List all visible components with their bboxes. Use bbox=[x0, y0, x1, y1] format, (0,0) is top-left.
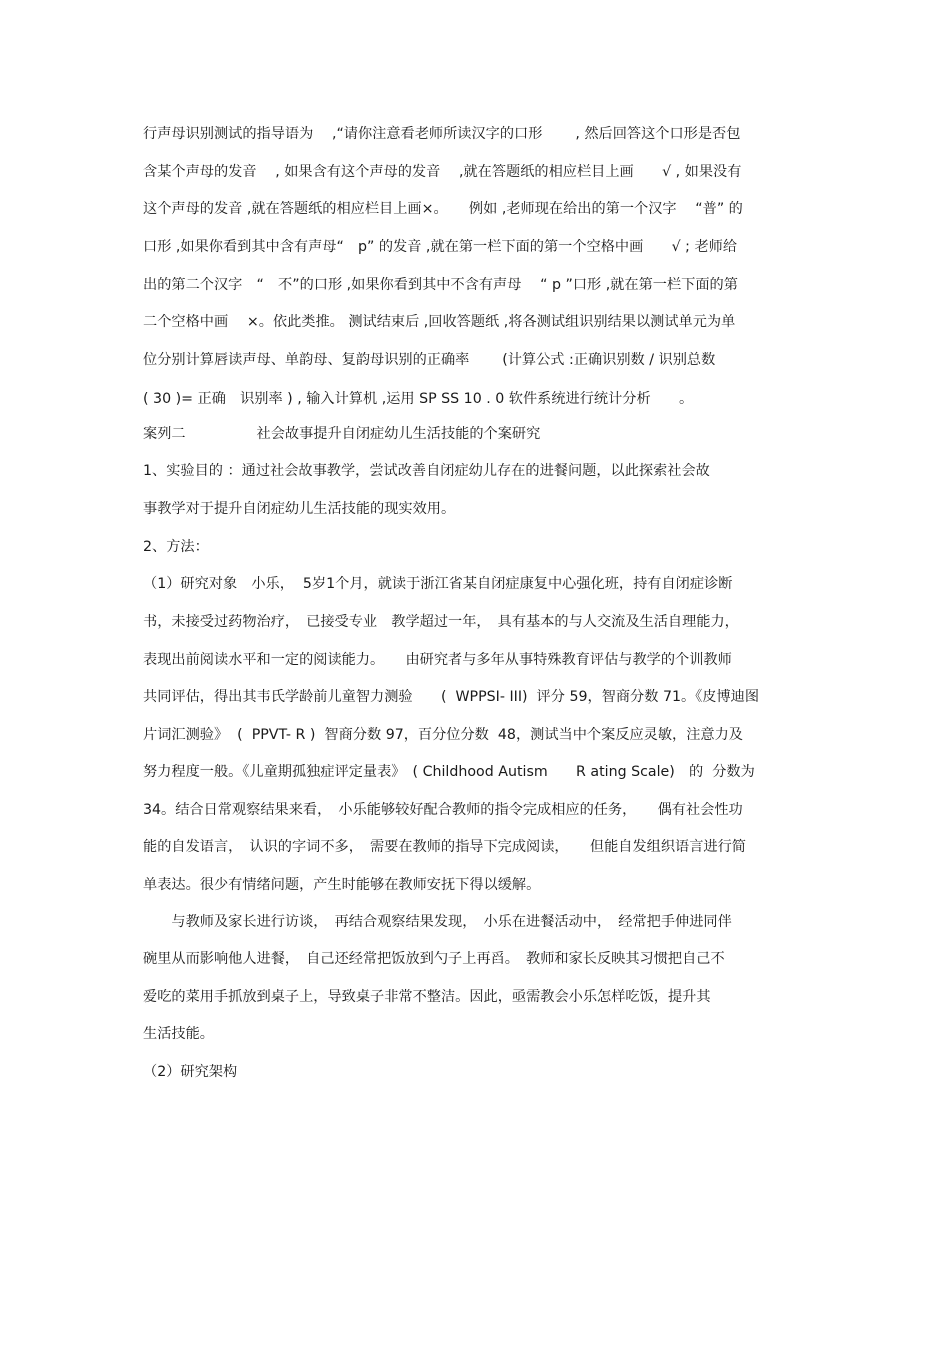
text-line: 共同评估，得出其韦氏学龄前儿童智力测验 ( WPPSI- III) 评分 59，智商分数 71。《皮博迪图 bbox=[143, 689, 760, 705]
section-heading: 案列二 社会故事提升自闭症幼儿生活技能的个案研究 bbox=[143, 426, 541, 442]
text-line: （1）研究对象 小乐， 5岁1个月，就读于浙江省某自闭症康复中心强化班，持有自闭症诊断 bbox=[143, 576, 733, 592]
text-line: 片词汇测验》 ( PPVT- R ) 智商分数 97，百分位分数 48，测试当中个案反应灵敏，注意力及 bbox=[143, 727, 743, 743]
text-line: 单表达。很少有情绪问题，产生时能够在教师安抚下得以缓解。 bbox=[143, 877, 541, 893]
subheading: 2、方法： bbox=[143, 539, 209, 555]
text-line: 努力程度一般。《儿童期孤独症评定量表》 ( Childhood Autism R ating Scale) 的 分数为 bbox=[143, 764, 755, 780]
text-line: 二个空格中画 ×。依此类推。 测试结束后 ,回收答题纸 ,将各测试组识别结果以测试单元为单 bbox=[143, 314, 736, 330]
text-line: 34。结合日常观察结果来看， 小乐能够较好配合教师的指令完成相应的任务， 偶有社会性功 bbox=[143, 802, 743, 818]
text-line: 这个声母的发音 ,就在答题纸的相应栏目上画×。 例如 ,老师现在给出的第一个汉字 “普” 的 bbox=[143, 201, 743, 217]
text-line: 爱吃的菜用手抓放到桌子上，导致桌子非常不整洁。因此，亟需教会小乐怎样吃饭，提升其 bbox=[143, 989, 711, 1005]
text-line: 含某个声母的发音 , 如果含有这个声母的发音 ,就在答题纸的相应栏目上画 √ , 如果没有 bbox=[143, 164, 742, 180]
subheading: （2）研究架构 bbox=[143, 1064, 238, 1080]
text-line: 口形 ,如果你看到其中含有声母“ p” 的发音 ,就在第一栏下面的第一个空格中画 √ ; 老师给 bbox=[143, 239, 738, 255]
text-line: 出的第二个汉字 “ 不”的口形 ,如果你看到其中不含有声母 “ p ”口形 ,就在第一栏下面的第 bbox=[143, 277, 738, 293]
text-line: 位分别计算唇读声母、单韵母、复韵母识别的正确率 (计算公式 :正确识别数 / 识别总数 bbox=[143, 352, 716, 368]
text-line: 事教学对于提升自闭症幼儿生活技能的现实效用。 bbox=[143, 501, 456, 517]
text-line: 与教师及家长进行访谈， 再结合观察结果发现， 小乐在进餐活动中， 经常把手伸进同伴 bbox=[143, 914, 732, 930]
text-line: 生活技能。 bbox=[143, 1026, 214, 1042]
text-line: 能的自发语言， 认识的字词不多， 需要在教师的指导下完成阅读， 但能自发组织语言进行简 bbox=[143, 839, 746, 855]
text-line: 碗里从而影响他人进餐， 自己还经常把饭放到勺子上再舀。 教师和家长反映其习惯把自己不 bbox=[143, 951, 725, 967]
text-line: 行声母识别测试的指导语为 ,“请你注意看老师所读汉字的口形 , 然后回答这个口形是否包 bbox=[143, 126, 741, 142]
text-line: 表现出前阅读水平和一定的阅读能力。 由研究者与多年从事特殊教育评估与教学的个训教师 bbox=[143, 652, 732, 668]
text-line: 书，未接受过药物治疗， 已接受专业 教学超过一年， 具有基本的与人交流及生活自理能力， bbox=[143, 614, 739, 630]
text-line: 1、实验目的 ：通过社会故事教学，尝试改善自闭症幼儿存在的进餐问题，以此探索社会故 bbox=[143, 463, 710, 479]
text-line: ( 30 )= 正确 识别率 ) , 输入计算机 ,运用 SP SS 10 . 0 软件系统进行统计分析 。 bbox=[143, 391, 694, 407]
